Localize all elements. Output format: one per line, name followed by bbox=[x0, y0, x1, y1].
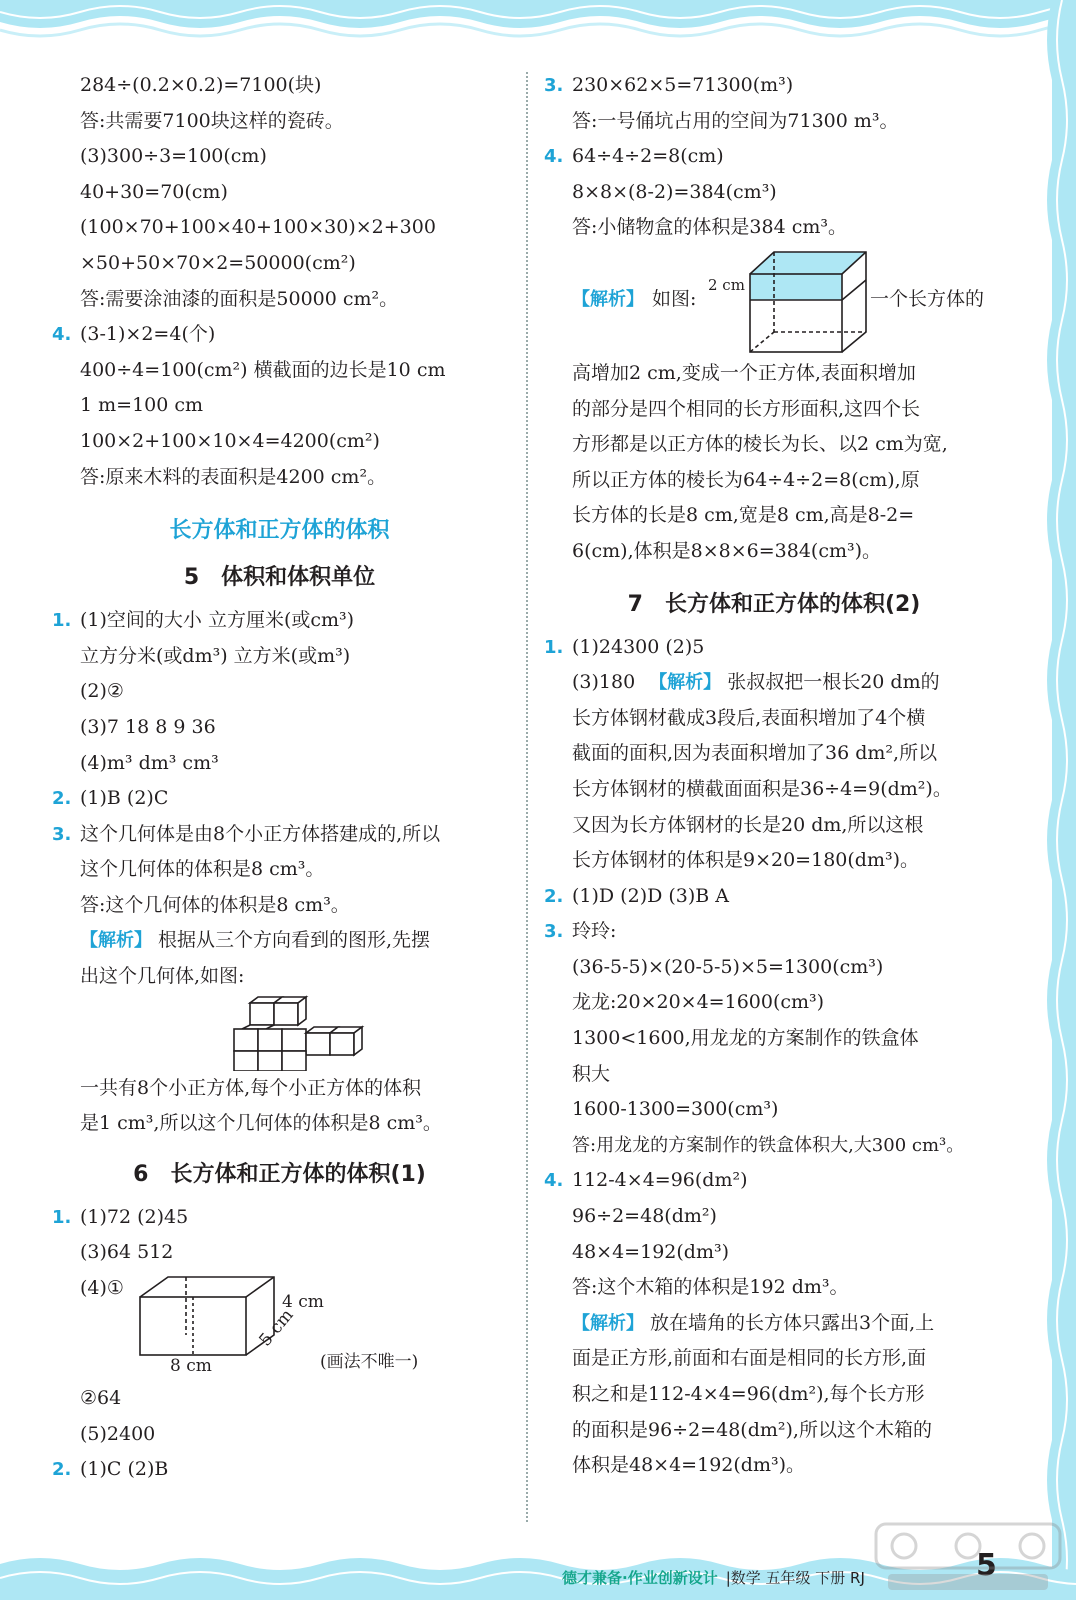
section-title: 体积和体积单位 bbox=[221, 565, 376, 591]
answer-text: 230×62×5=71300(m³) bbox=[572, 74, 794, 96]
question-number: 1. bbox=[52, 1206, 72, 1228]
page-number: 5 bbox=[976, 1548, 997, 1583]
answer-line: 立方分米(或dm³) 立方米(或m³) bbox=[80, 644, 351, 667]
answer-text: 这个几何体是由8个小正方体搭建成的,所以 bbox=[80, 822, 441, 845]
answer-line: 100×2+100×10×4=4200(cm²) bbox=[80, 429, 380, 452]
answer-line: 284÷(0.2×0.2)=7100(块) bbox=[80, 74, 322, 96]
drawing-note: (画法不唯一) bbox=[320, 1352, 419, 1373]
answer-line: 1600-1300=300(cm³) bbox=[572, 1098, 779, 1121]
analysis-line: 面是正方形,前面和右面是相同的长方形,面 bbox=[572, 1347, 927, 1370]
answer-line bbox=[544, 665, 1004, 701]
answer-line: 1 m=100 cm bbox=[80, 394, 204, 417]
answer-text: (1)D (2)D (3)B A bbox=[572, 884, 730, 907]
answer-line: 答:共需要7100块这样的瓷砖。 bbox=[80, 109, 344, 132]
answer-line: (3)7 18 8 9 36 bbox=[80, 715, 216, 738]
question-number: 3. bbox=[544, 921, 564, 943]
answer-line: (36-5-5)×(20-5-5)×5=1300(cm³) bbox=[572, 955, 884, 978]
analysis-line: 的部分是四个相同的长方形面积,这四个长 bbox=[572, 397, 921, 420]
answer-line: 答:这个几何体的体积是8 cm³。 bbox=[80, 893, 350, 916]
question-4 bbox=[52, 317, 507, 353]
left-column bbox=[52, 68, 507, 1488]
answer-text: (1)24300 (2)5 bbox=[572, 635, 705, 658]
question-number: 3. bbox=[52, 823, 72, 845]
analysis-line: 长方体的长是8 cm,宽是8 cm,高是8-2= bbox=[572, 504, 915, 527]
answer-line: ×50+50×70×2=50000(cm²) bbox=[80, 251, 356, 274]
answer-text: (3)180 bbox=[572, 671, 636, 694]
height-label: 4 cm bbox=[282, 1292, 324, 1313]
analysis-line: 出这个几何体,如图: bbox=[80, 965, 245, 988]
question-number: 3. bbox=[544, 75, 564, 96]
page-footer bbox=[562, 1562, 875, 1592]
answer-line: ②64 bbox=[80, 1387, 122, 1410]
analysis-line: 截面的面积,因为表面积增加了36 dm²,所以 bbox=[572, 742, 938, 765]
length-label: 8 cm bbox=[170, 1356, 212, 1377]
question-2 bbox=[52, 1452, 507, 1488]
section-title: 长方体和正方体的体积(1) bbox=[170, 1161, 426, 1187]
answer-line: 答:一号俑坑占用的空间为71300 m³。 bbox=[572, 109, 899, 132]
cube-analysis-figure bbox=[544, 246, 1004, 356]
answer-line: (5)2400 bbox=[80, 1422, 156, 1445]
answer-text: 112-4×4=96(dm²) bbox=[572, 1169, 748, 1192]
analysis-tag: 【解析】 bbox=[80, 930, 152, 952]
height-increase-label: 2 cm bbox=[708, 275, 745, 294]
analysis-line: 所以正方体的棱长为64÷4÷2=8(cm),原 bbox=[572, 468, 920, 491]
cube-stack-diagram bbox=[52, 995, 507, 1071]
answer-line: (100×70+100×40+100×30)×2+300 bbox=[80, 216, 436, 239]
analysis-tag: 【解析】 bbox=[649, 672, 722, 694]
analysis-line: 长方体钢材的横截面面积是36÷4=9(dm²)。 bbox=[572, 777, 952, 800]
section-title: 长方体和正方体的体积(2) bbox=[664, 591, 921, 617]
book-brand: 德才兼备·作业创新设计 bbox=[562, 1568, 718, 1587]
chapter-title: 长方体和正方体的体积 bbox=[169, 518, 390, 544]
question-number: 4. bbox=[52, 324, 72, 346]
question-number: 2. bbox=[52, 788, 72, 810]
cube-stack-figure bbox=[52, 995, 507, 1071]
answer-line: 龙龙:20×20×4=1600(cm³) bbox=[572, 991, 825, 1014]
answer-line: 答:这个木箱的体积是192 dm³。 bbox=[572, 1276, 849, 1299]
question-4 bbox=[544, 139, 1004, 175]
analysis-line: 长方体钢材的体积是9×20=180(dm³)。 bbox=[572, 849, 919, 872]
answer-text: 64÷4÷2=8(cm) bbox=[572, 145, 724, 168]
analysis-line: 高增加2 cm,变成一个正方体,表面积增加 bbox=[572, 361, 916, 384]
analysis-line: 体积是48×4=192(dm³)。 bbox=[572, 1454, 805, 1477]
section-number: 6 bbox=[133, 1161, 149, 1187]
analysis-line bbox=[52, 923, 507, 959]
book-info: |数学 五年级 下册 RJ bbox=[725, 1568, 865, 1587]
answer-line: 积大 bbox=[572, 1062, 611, 1085]
question-2 bbox=[544, 879, 1004, 915]
section-number: 7 bbox=[627, 591, 643, 617]
section-5-heading bbox=[52, 557, 507, 599]
answer-line: (2)② bbox=[80, 680, 124, 703]
figure-suffix: 一个长方体的 bbox=[870, 287, 985, 310]
question-3 bbox=[544, 914, 1004, 950]
analysis-tag: 【解析】 bbox=[572, 1312, 644, 1334]
answer-text: (1)72 (2)45 bbox=[80, 1205, 189, 1228]
answer-line: 答:需要涂油漆的面积是50000 cm²。 bbox=[80, 287, 399, 310]
answer-text: (1)空间的大小 立方厘米(或cm³) bbox=[80, 609, 355, 632]
question-3 bbox=[544, 68, 1004, 104]
question-1 bbox=[544, 630, 1004, 666]
question-2 bbox=[52, 781, 507, 817]
answer-line: (4)① bbox=[80, 1277, 124, 1300]
question-1 bbox=[52, 603, 507, 639]
question-number: 1. bbox=[544, 636, 564, 658]
answer-text: 玲玲: bbox=[572, 920, 617, 943]
right-column bbox=[544, 68, 1004, 1484]
section-number: 5 bbox=[183, 565, 200, 591]
figure-prefix: 如图: bbox=[652, 287, 697, 310]
answer-line: (3)300÷3=100(cm) bbox=[80, 145, 267, 168]
question-number: 1. bbox=[52, 610, 72, 632]
column-divider bbox=[526, 72, 528, 1522]
section-7-heading bbox=[544, 584, 1004, 626]
analysis-text: 放在墙角的长方体只露出3个面,上 bbox=[650, 1311, 935, 1334]
answer-line: 答:原来木料的表面积是4200 cm²。 bbox=[80, 465, 387, 488]
analysis-line: 又因为长方体钢材的长是20 dm,所以这根 bbox=[572, 813, 924, 836]
analysis-line: 的面积是96÷2=48(dm²),所以这个木箱的 bbox=[572, 1418, 932, 1441]
analysis-tag: 【解析】 bbox=[572, 288, 644, 310]
answer-line: (3)64 512 bbox=[80, 1241, 174, 1264]
analysis-line bbox=[544, 1306, 1004, 1342]
answer-text: (1)B (2)C bbox=[80, 787, 169, 810]
answer-line: 1300<1600,用龙龙的方案制作的铁盒体 bbox=[572, 1027, 919, 1050]
watermark-logo-icon bbox=[868, 1518, 1068, 1598]
question-3 bbox=[52, 817, 507, 853]
section-6-heading bbox=[52, 1154, 507, 1196]
answer-line: 8×8×(8-2)=384(cm³) bbox=[572, 180, 777, 203]
question-1 bbox=[52, 1200, 507, 1236]
question-number: 2. bbox=[544, 885, 564, 907]
cuboid-figure bbox=[52, 1271, 507, 1381]
analysis-line: 长方体钢材截成3段后,表面积增加了4个横 bbox=[572, 706, 926, 729]
answer-line: (4)m³ dm³ cm³ bbox=[80, 751, 219, 774]
analysis-text: 张叔叔把一根长20 dm的 bbox=[727, 671, 940, 694]
answer-line: 答:小储物盒的体积是384 cm³。 bbox=[572, 216, 847, 239]
answer-line: 答:用龙龙的方案制作的铁盒体积大,大300 cm³。 bbox=[572, 1134, 965, 1156]
analysis-line: 积之和是112-4×4=96(dm²),每个长方形 bbox=[572, 1383, 925, 1405]
width-label: 5 cm bbox=[255, 1305, 298, 1351]
answer-line: 40+30=70(cm) bbox=[80, 180, 228, 203]
question-number: 4. bbox=[544, 1170, 564, 1192]
answer-line: 48×4=192(dm³) bbox=[572, 1240, 729, 1263]
analysis-line: 6(cm),体积是8×8×6=384(cm³)。 bbox=[572, 539, 882, 562]
analysis-text: 根据从三个方向看到的图形,先摆 bbox=[158, 929, 431, 952]
answer-line: 96÷2=48(dm²) bbox=[572, 1205, 717, 1228]
analysis-line: 是1 cm³,所以这个几何体的体积是8 cm³。 bbox=[80, 1112, 442, 1135]
answer-text: (3-1)×2=4(个) bbox=[80, 323, 216, 346]
question-number: 4. bbox=[544, 146, 564, 168]
answer-line: 400÷4=100(cm²) 横截面的边长是10 cm bbox=[80, 358, 446, 381]
analysis-line: 方形都是以正方体的棱长为长、以2 cm为宽, bbox=[572, 433, 948, 456]
analysis-line: 一共有8个小正方体,每个小正方体的体积 bbox=[80, 1076, 422, 1099]
question-4 bbox=[544, 1163, 1004, 1199]
answer-line: 这个几何体的体积是8 cm³。 bbox=[80, 858, 325, 881]
question-number: 2. bbox=[52, 1459, 72, 1481]
answer-text: (1)C (2)B bbox=[80, 1458, 169, 1481]
